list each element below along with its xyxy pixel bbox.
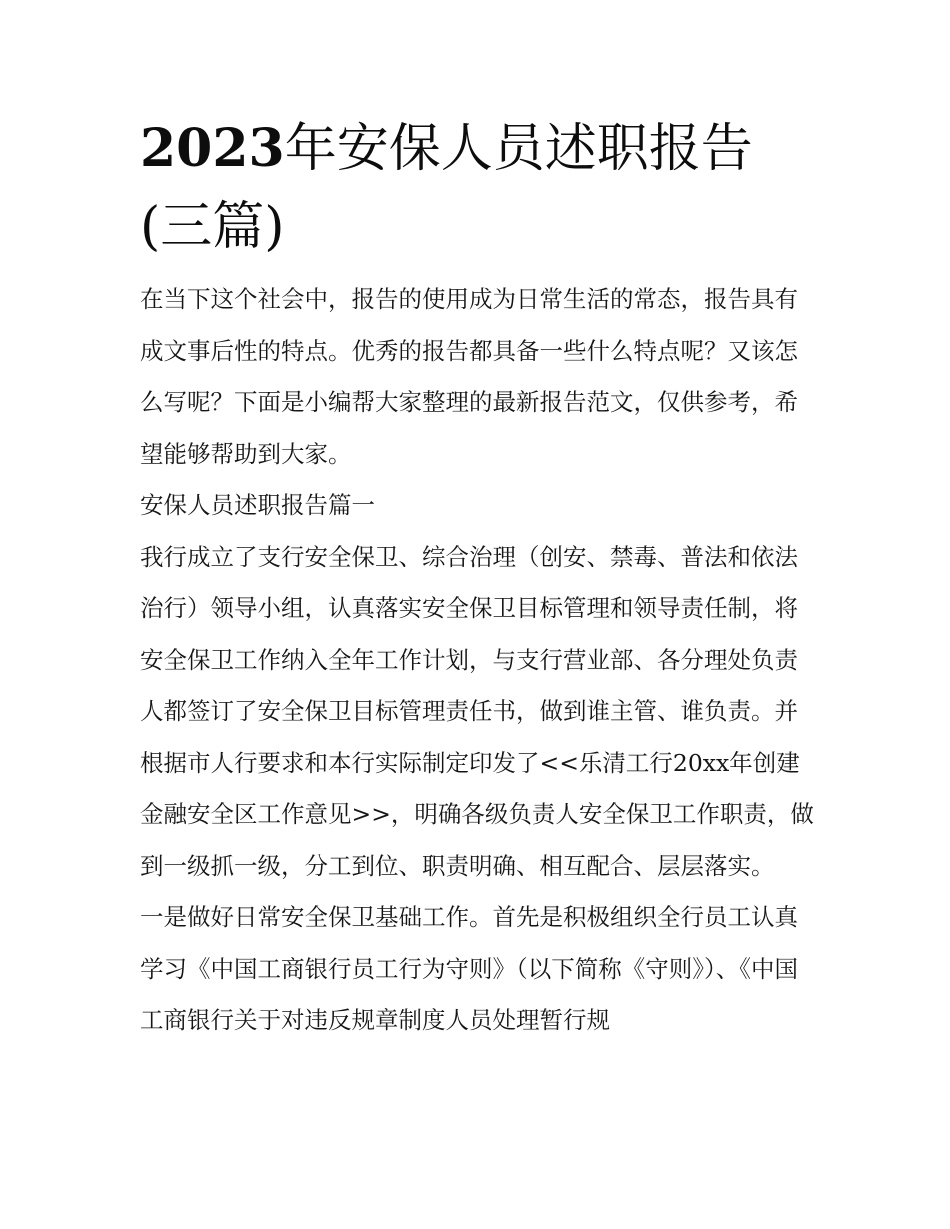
body-paragraph-1: 我行成立了支行安全保卫、综合治理（创安、禁毒、普法和依法治行）领导小组，认真落实安全保卫目标管理和领导责任制，将安全保卫工作纳入全年工作计划，与支行营业部、各分理处负责人都签订了安全保卫目标管理责任书，做到谁主管、谁负责。并根据市人行要求和本行实际制定印发了<<乐清工行20xx年创建金融安全区工作意见>>，明确各级负责人安全保卫工作职责，做到一级抓一级，分工到位、职责明确、相互配合、层层落实。 [140, 542, 814, 880]
title-year: 2023 [140, 118, 285, 179]
section-heading: 安保人员述职报告篇一 [140, 491, 375, 519]
document-title [140, 110, 820, 266]
title-text: 年安保人员述职报告(三篇) [140, 119, 753, 257]
document-body [140, 274, 815, 1047]
body-paragraph-2: 一是做好日常安全保卫基础工作。首先是积极组织全行员工认真学习《中国工商银行员工行为守则》（以下简称《守则》）、《中国工商银行关于对违反规章制度人员处理暂行规 [140, 903, 798, 1034]
intro-paragraph: 在当下这个社会中，报告的使用成为日常生活的常态，报告具有成文事后性的特点。优秀的报告都具备一些什么特点呢？又该怎么写呢？下面是小编帮大家整理的最新报告范文，仅供参考，希望能够帮助到大家。 [140, 285, 798, 468]
